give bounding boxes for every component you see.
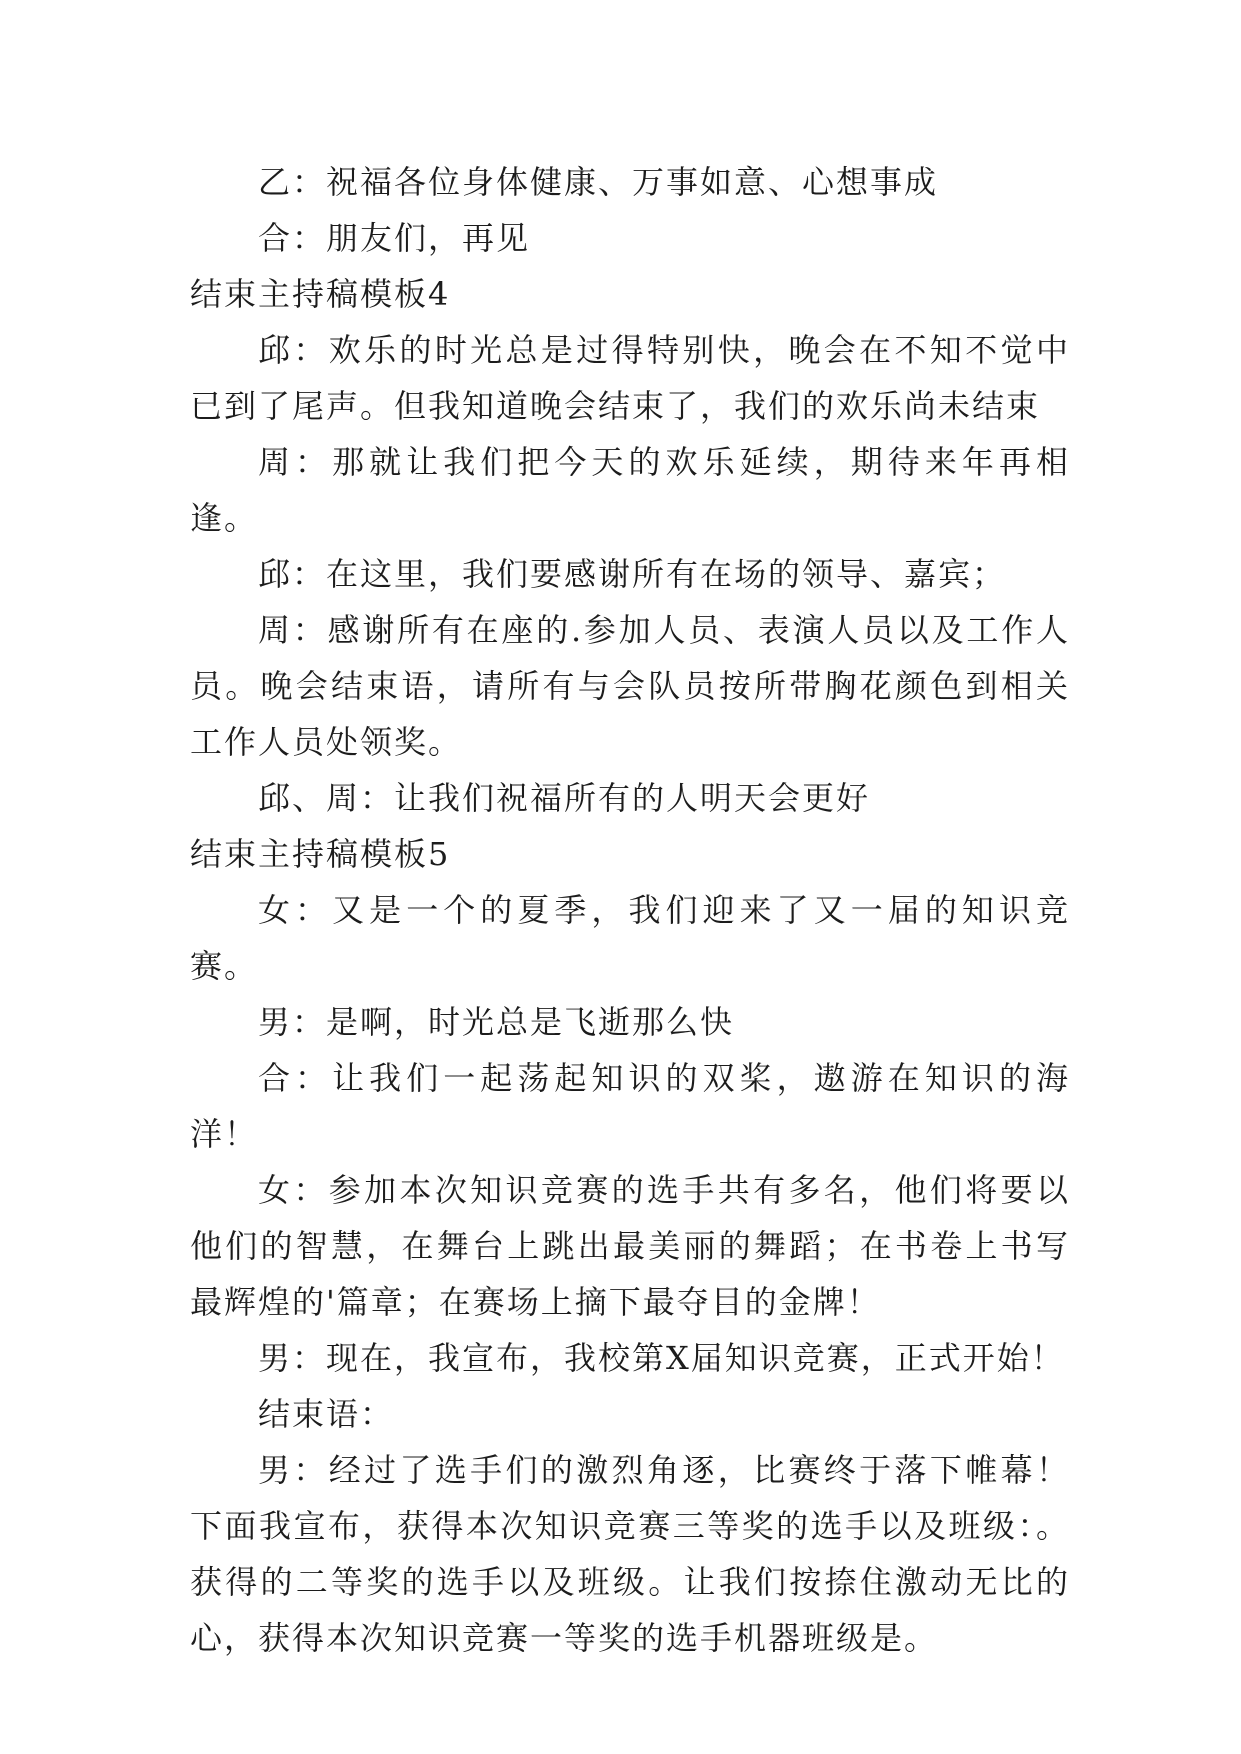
paragraph: 男：是啊，时光总是飞逝那么快 bbox=[258, 1003, 735, 1041]
paragraph: 邱、周：让我们祝福所有的人明天会更好 bbox=[258, 779, 871, 817]
paragraph: 男：现在，我宣布，我校第X届知识竞赛，正式开始！ bbox=[258, 1339, 1065, 1377]
section-heading: 结束主持稿模板4 bbox=[190, 275, 451, 313]
paragraph: 乙：祝福各位身体健康、万事如意、心想事成 bbox=[258, 163, 939, 201]
paragraph: 女：又是一个的夏季，我们迎来了又一届的知识竞赛。 bbox=[190, 891, 1070, 985]
paragraph: 合：朋友们，再见 bbox=[258, 219, 531, 257]
paragraph: 周：那就让我们把今天的欢乐延续，期待来年再相逢。 bbox=[190, 443, 1070, 537]
paragraph: 周：感谢所有在座的.参加人员、表演人员以及工作人员。晚会结束语，请所有与会队员按所带胸花颜色到相关工作人员处领奖。 bbox=[190, 611, 1070, 761]
paragraph: 合：让我们一起荡起知识的双桨，遨游在知识的海洋！ bbox=[190, 1059, 1070, 1153]
paragraph: 邱：在这里，我们要感谢所有在场的领导、嘉宾； bbox=[258, 555, 1007, 593]
paragraph: 结束语： bbox=[258, 1395, 395, 1433]
paragraph: 女：参加本次知识竞赛的选手共有多名，他们将要以他们的智慧，在舞台上跳出最美丽的舞蹈；在书卷上书写最辉煌的'篇章；在赛场上摘下最夺目的金牌！ bbox=[190, 1171, 1070, 1321]
section-heading: 结束主持稿模板5 bbox=[190, 835, 451, 873]
paragraph: 男：经过了选手们的激烈角逐，比赛终于落下帷幕！下面我宣布，获得本次知识竞赛三等奖的选手以及班级：。获得的二等奖的选手以及班级。让我们按捺住激动无比的心，获得本次知识竞赛一等奖的选手机器班级是。 bbox=[190, 1451, 1070, 1657]
document-body bbox=[190, 154, 1070, 1666]
paragraph: 邱：欢乐的时光总是过得特别快，晚会在不知不觉中已到了尾声。但我知道晚会结束了，我们的欢乐尚未结束 bbox=[190, 331, 1070, 425]
